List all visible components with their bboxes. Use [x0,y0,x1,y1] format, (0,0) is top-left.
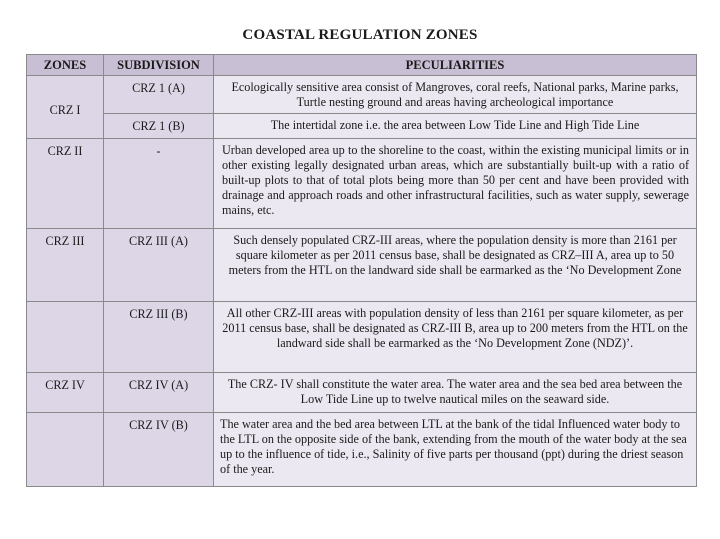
subdivision-label: - [156,144,161,158]
subdivision-cell [104,76,214,114]
header-row [27,55,697,76]
peculiarity-text: The water area and the bed area between LTL at the bank of the tidal Influenced water body to the LTL on the opposite side of the bank, extending from the mouth of the water body at the sea up to the influence of tide, i.e., Salinity of five parts per thousand (ppt) during the driest season of the year. [220,417,687,476]
zone-cell [27,76,104,139]
peculiarity-cell [214,139,697,229]
subdivision-label: CRZ IV (A) [128,378,189,392]
subdivision-cell [104,302,214,373]
table-row [27,413,697,487]
crz-table [26,54,697,487]
subdivision-cell [104,373,214,413]
zone-label: CRZ IV [45,378,85,392]
zone-cell [27,373,104,413]
peculiarity-cell [214,413,697,487]
peculiarity-cell [214,114,697,139]
zone-label: CRZ II [47,144,83,158]
subdivision-cell [104,229,214,302]
table-row [27,229,697,302]
zone-label: CRZ III [45,234,85,248]
peculiarity-text: The CRZ- IV shall constitute the water area. The water area and the sea bed area between the Low Tide Line up to twelve nautical miles on the seaward side. [227,377,683,406]
table-row [27,373,697,413]
header-peculiarities: PECULIARITIES [214,55,697,76]
subdivision-label: CRZ III (A) [129,234,188,248]
zone-cell [27,413,104,487]
table-row [27,139,697,229]
header-subdivision: SUBDIVISION [104,55,214,76]
subdivision-cell [104,413,214,487]
table-row [27,302,697,373]
peculiarity-text: Such densely populated CRZ-III areas, where the population density is more than 2161 per square kilometer as per 2011 census base, shall be designated as CRZ–III A, area up to 50 meters from the HTL on the landward side shall be earmarked as the ‘No Development Zone [228,233,682,277]
subdivision-cell [104,114,214,139]
zone-cell [27,302,104,373]
page-title: COASTAL REGULATION ZONES [242,27,478,43]
subdivision-label: CRZ 1 (A) [132,81,185,95]
subdivision-label: CRZ IV (B) [129,418,188,432]
zone-cell [27,229,104,302]
zone-cell [27,139,104,229]
subdivision-label: CRZ III (B) [129,307,188,321]
peculiarity-cell [214,373,697,413]
peculiarity-text: All other CRZ-III areas with population density of less than 2161 per square kilometer, as per 2011 census base, shall be designated as CRZ-III B, area up to 200 meters from the HTL on the landward side shall be earmarked as the ‘No Development Zone (NDZ)’. [222,306,688,350]
peculiarity-text: Ecologically sensitive area consist of Mangroves, coral reefs, National parks, Marine parks, Turtle nesting ground and areas having archeological importance [231,80,679,109]
peculiarity-cell [214,76,697,114]
subdivision-label: CRZ 1 (B) [132,119,185,133]
peculiarity-cell [214,229,697,302]
table-row [27,114,697,139]
zone-label: CRZ I [49,102,81,117]
peculiarity-cell [214,302,697,373]
peculiarity-text: Urban developed area up to the shoreline to the coast, within the existing municipal limits or in other existing legally designated urban areas, which are substantially built-up with a ratio of built-up plots to that of total plots being more than 50 per cent and have been provided with drainage and approach roads and other infrastructural facilities, such as water supply, sewerage mains, etc. [222,143,689,217]
peculiarity-text: The intertidal zone i.e. the area between Low Tide Line and High Tide Line [270,118,640,132]
subdivision-cell [104,139,214,229]
table-row [27,76,697,114]
header-zones: ZONES [27,55,104,76]
